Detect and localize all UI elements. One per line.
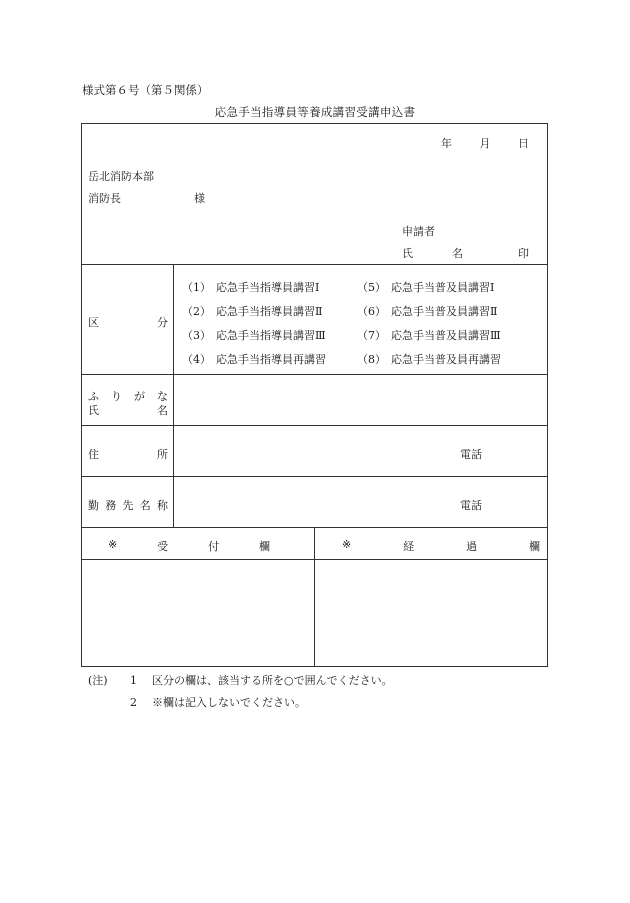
classification-option[interactable]: （8） 応急手当普及員再講習 bbox=[357, 353, 501, 366]
address-tel-label: 電話 bbox=[460, 448, 482, 461]
divider bbox=[82, 264, 547, 265]
workplace-input-area[interactable] bbox=[178, 481, 448, 523]
name-label: 氏 名 bbox=[88, 404, 168, 417]
date-year: 年 bbox=[441, 137, 452, 150]
date-line bbox=[441, 135, 529, 151]
form-number: 様式第６号（第５関係） bbox=[82, 83, 209, 97]
note-head: (注) bbox=[88, 674, 108, 687]
date-day: 日 bbox=[518, 137, 529, 150]
workplace-tel-label: 電話 bbox=[460, 499, 482, 512]
reception-box bbox=[84, 562, 312, 664]
address-label: 住 所 bbox=[88, 448, 168, 461]
seal-mark: 印 bbox=[518, 247, 529, 260]
divider bbox=[314, 527, 315, 667]
date-month: 月 bbox=[479, 137, 491, 150]
divider bbox=[82, 476, 547, 477]
addressee-title: 消防長 bbox=[88, 192, 121, 205]
classification-label: 区 分 bbox=[88, 316, 168, 329]
divider bbox=[82, 425, 547, 426]
honorific: 様 bbox=[194, 192, 205, 205]
note-item: (注) 1 区分の欄は、該当する所を○で囲んでください。 bbox=[88, 674, 393, 687]
workplace-label: 勤 務 先 名 称 bbox=[88, 499, 168, 512]
progress-box bbox=[317, 562, 545, 664]
name-input-area[interactable] bbox=[178, 379, 538, 421]
classification-option[interactable]: （1） 応急手当指導員講習Ⅰ bbox=[182, 281, 320, 294]
classification-option[interactable]: （2） 応急手当指導員講習Ⅱ bbox=[182, 305, 323, 318]
classification-option[interactable]: （5） 応急手当普及員講習Ⅰ bbox=[357, 281, 495, 294]
form-title: 応急手当指導員等養成講習受講申込書 bbox=[214, 105, 416, 119]
applicant-name-label: 氏 名 bbox=[402, 247, 477, 260]
reception-column-header: ※ 受 付 欄 bbox=[108, 538, 270, 553]
divider bbox=[173, 264, 174, 527]
classification-option[interactable]: （7） 応急手当普及員講習Ⅲ bbox=[357, 329, 501, 342]
note-item: 2 ※欄は記入しないでください。 bbox=[130, 696, 306, 709]
classification-option[interactable]: （3） 応急手当指導員講習Ⅲ bbox=[182, 329, 326, 342]
divider bbox=[82, 374, 547, 375]
classification-option[interactable]: （6） 応急手当普及員講習Ⅱ bbox=[357, 305, 498, 318]
classification-option[interactable]: （4） 応急手当指導員再講習 bbox=[182, 353, 326, 366]
progress-column-header: ※ 経 過 欄 bbox=[342, 538, 540, 553]
applicant-label: 申請者 bbox=[402, 225, 435, 238]
furigana-label: ふ り が な bbox=[88, 390, 168, 403]
application-form bbox=[81, 123, 548, 667]
address-input-area[interactable] bbox=[178, 430, 448, 472]
addressee-org: 岳北消防本部 bbox=[88, 170, 154, 183]
